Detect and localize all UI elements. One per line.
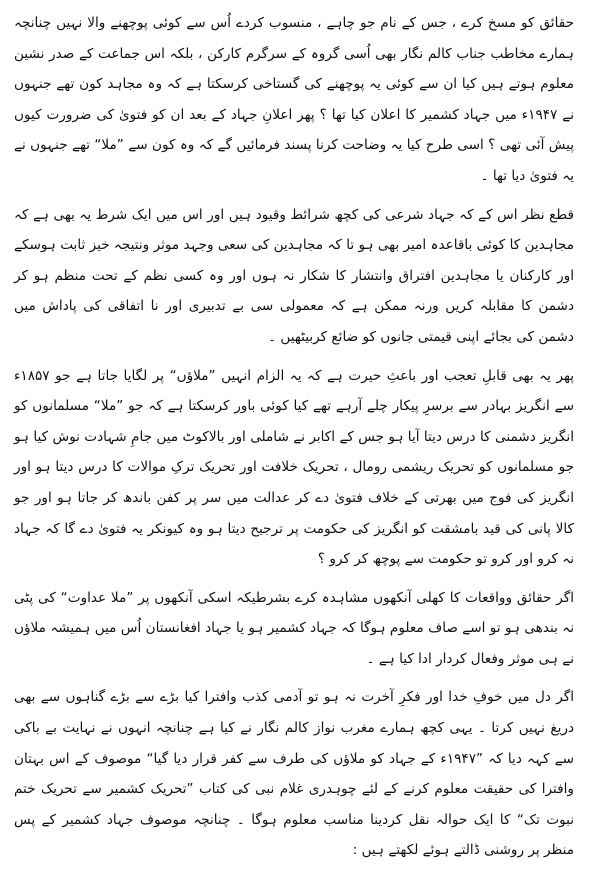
paragraph-1: حقائق کو مسخ کرے ، جس کے نام جو چاہے ، منسوب کردے اُس سے کوئی پوچھنے والا نہیں چنانچہ ہمارے مخاطب جناب کالم نگار بھی اُسی گروہ کے سرگرم کارکن ، بلکہ اس جماعت کے صدر نشین معلوم ہوتے ہیں کیا ان سے کوئی یہ پوچھنے کی گستاخی کرسکتا ہے کہ وہ مجاہد کون تھے جنہوں نے ۱۹۴۷ء میں جہاد کشمیر کا اعلان کیا تھا ؟ پھر اعلانِ جہاد کے بعد ان کو فتویٰ کی ضرورت کیوں پیش آئی تھی ؟ اسی طرح کیا یہ وضاحت کرنا پسند فرمائیں گے کہ وہ کون سے ”ملا“ تھے جنہوں نے یہ فتویٰ دیا تھا ۔ [14, 15, 574, 184]
paragraph-3: پھر یہ بھی قابلِ تعجب اور باعثِ حیرت ہے کہ یہ الزام انہیں ”ملاؤں“ پر لگایا جاتا ہے جو ۱۸۵۷ء سے انگریز بہادر سے برسرِ پیکار چلے آرہے تھے کیا کوئی باور کرسکتا ہے کہ جو ”ملا“ مسلمانوں کو انگریز دشمنی کا درس دیتا آیا ہو جس کے اکابر نے شاملی اور بالاکوٹ میں جامِ شہادت نوش کیا ہو جو مسلمانوں کو تحریک ریشمی رومال ، تحریک خلافت اور تحریک ترکِ موالات کا درس دیتا ہو اور انگریز کی فوج میں بھرتی کے خلاف فتویٰ دے کر عدالت میں سر پر کفن باندھ کر جاتا ہو اور جو کالا پانی کی قید بامشقت کو انگریز کی حکومت پر ترجیح دیتا ہو وہ کیونکر یہ فتویٰ دے گا کہ جہاد نہ کرو اور کرو تو حکومت سے پوچھ کر کرو ؟ [14, 367, 574, 568]
paragraph-2: قطع نظر اس کے کہ جہاد شرعی کی کچھ شرائط وقیود ہیں اور اس میں ایک شرط یہ بھی ہے کہ مجاہدین کا کوئی باقاعدہ امیر بھی ہو تا کہ مجاہدین کی سعی وجہد موثر ونتیجہ خیز ثابت ہوسکے اور کارکنان یا مجاہدین افتراق وانتشار کا شکار نہ ہوں اور وہ کسی نظم کے تحت منظم ہو کر دشمن کا مقابلہ کریں ورنہ ممکن ہے کہ معمولی سی بے تدبیری اور نا اتفاقی کی پاداش میں دشمن کی بجائے اپنی قیمتی جانوں کو ضائع کربیٹھیں ۔ [14, 206, 574, 345]
paragraph-5: اگر دل میں خوفِ خدا اور فکرِ آخرت نہ ہو تو آدمی کذب وافترا کیا بڑے سے بڑے گناہوں سے بھی دریغ نہیں کرتا ۔ یہی کچھ ہمارے مغرب نواز کالم نگار نے کیا ہے چنانچہ انہوں نے نہایت بے باکی سے کہہ دیا کہ ”۱۹۴۷ء کے جہاد کو ملاؤں کی طرف سے کفر قرار دیا گیا“ موصوف کے اس بہتان وافترا کی حقیقت معلوم کرنے کے لئے چوہدری غلام نبی کی کتاب ”تحریک کشمیر سے تحریک ختم نبوت تک“ کا ایک حوالہ نقل کردینا مناسب معلوم ہوگا ۔ چنانچہ موصوف جہاد کشمیر کے پس منظر پر روشنی ڈالتے ہوئے لکھتے ہیں : [14, 689, 574, 859]
paragraph-4: اگر حقائق وواقعات کا کھلی آنکھوں مشاہدہ کرے بشرطیکہ اسکی آنکھوں پر ”ملا عداوت“ کی پٹی نہ بندھی ہو تو اسے صاف معلوم ہوگا کہ جہاد کشمیر ہو یا جہاد افغانستان اُس میں ہمیشہ ملاؤں نے ہی موثر وفعال کردار ادا کیا ہے ۔ [14, 589, 574, 667]
